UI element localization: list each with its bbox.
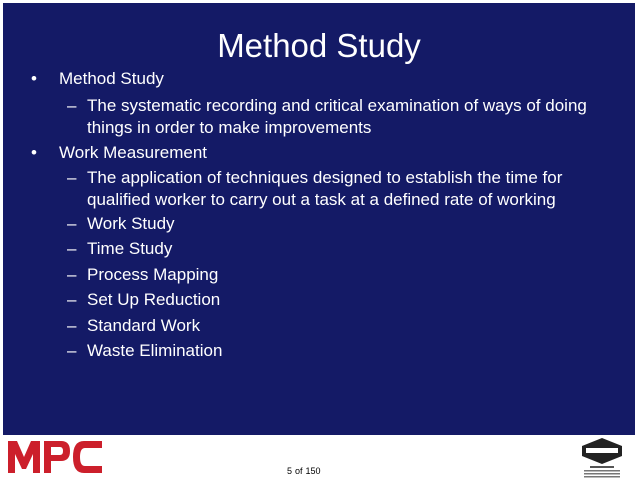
sub-bullet-text: Process Mapping	[87, 265, 219, 284]
sub-bullet-marker: –	[67, 214, 77, 233]
mpc-logo	[6, 439, 104, 475]
slide-title: Method Study	[217, 27, 421, 64]
slide-content-area	[3, 3, 635, 435]
page-of-label: of	[295, 466, 303, 476]
page-total: 150	[305, 466, 321, 476]
sub-bullet-text: Standard Work	[87, 316, 201, 335]
sub-bullet-text: Work Study	[87, 214, 175, 233]
page-current: 5	[287, 466, 293, 476]
page-number	[287, 466, 324, 477]
bullet-text: Work Measurement	[59, 143, 208, 162]
bullet-marker: •	[31, 143, 37, 162]
sub-bullet-marker: –	[67, 239, 77, 258]
quality-system-badge-icon	[576, 436, 628, 480]
sub-bullet-marker: –	[67, 265, 77, 284]
sub-bullet-text: Set Up Reduction	[87, 290, 221, 309]
sub-bullet-marker: –	[67, 168, 77, 187]
sub-bullet-marker: –	[67, 316, 77, 335]
sub-bullet-text: The application of techniques designed to establish the time for qualified worker to carry out a task at a defined rate of working	[87, 168, 563, 209]
sub-bullet-marker: –	[67, 290, 77, 309]
bullet-marker: •	[31, 69, 37, 88]
sub-bullet-marker: –	[67, 341, 77, 360]
bullet-list	[3, 3, 635, 435]
sub-bullet-text: The systematic recording and critical examination of ways of doing things in order to make improvements	[87, 96, 587, 137]
sub-bullet-text: Time Study	[87, 239, 173, 258]
sub-bullet-text: Waste Elimination	[87, 341, 223, 360]
bullet-text: Method Study	[59, 69, 164, 88]
sub-bullet-marker: –	[67, 96, 77, 115]
